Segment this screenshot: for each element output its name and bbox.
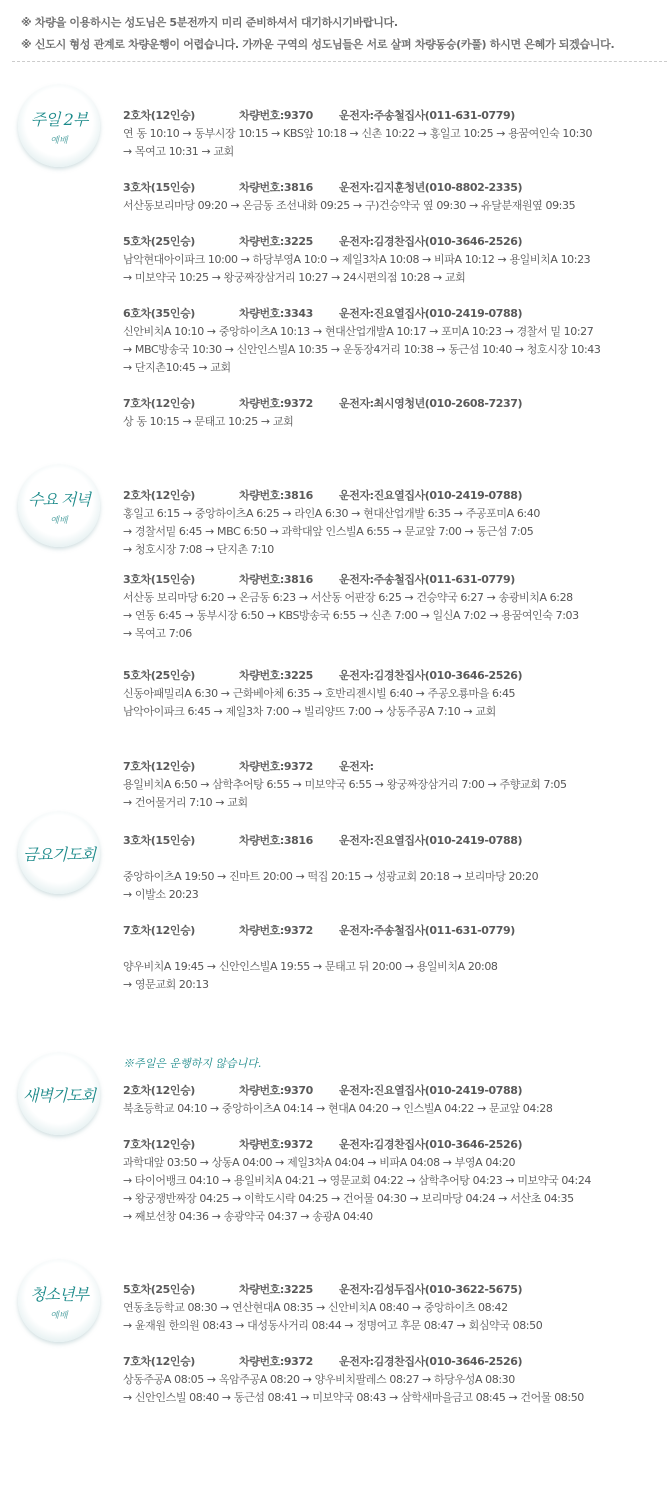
badge-title: 수요 저녁 bbox=[28, 489, 90, 509]
driver-info: 운전자:김경찬집사(010-3646-2526) bbox=[339, 1138, 523, 1151]
vehicle-header bbox=[123, 1136, 522, 1154]
vehicle-number: 3호차(15인승) bbox=[123, 834, 195, 847]
badge-wednesday-service bbox=[18, 465, 100, 547]
vehicle-header bbox=[123, 571, 515, 589]
driver-info: 운전자:진요열집사(010-2419-0788) bbox=[339, 834, 523, 847]
driver-info: 운전자:주송철집사(011-631-0779) bbox=[339, 924, 515, 937]
badge-subtitle: 예배 bbox=[50, 515, 68, 526]
plate-number: 차량번호:3816 bbox=[239, 834, 313, 847]
route-line: → 타이어뱅크 04:10 → 용일비치A 04:21 → 영문교회 04:22 → 삼학추어탕 04:23 → 미보약국 04:24 bbox=[123, 1174, 592, 1187]
route-line: 남악현대아이파크 10:00 → 하당부영A 10:0 → 제일3차A 10:08 → 비파A 10:12 → 용일비치A 10:23 bbox=[123, 253, 591, 266]
route-line: → 연동 6:45 → 동부시장 6:50 → KBS방송국 6:55 → 신촌 7:00 → 일신A 7:02 → 용꿈여인숙 7:03 bbox=[123, 609, 579, 622]
driver-info: 운전자:김경찬집사(010-3646-2526) bbox=[339, 1355, 523, 1368]
plate-number: 차량번호:3225 bbox=[239, 235, 313, 248]
route-line: → 이발소 20:23 bbox=[123, 888, 199, 901]
driver-info: 운전자:김경찬집사(010-3646-2526) bbox=[339, 235, 523, 248]
plate-number: 차량번호:3225 bbox=[239, 1283, 313, 1296]
plate-number: 차량번호:3225 bbox=[239, 669, 313, 682]
route-line: → 신안인스빌 08:40 → 동근섬 08:41 → 미보약국 08:43 → 삼학새마을금고 08:45 → 건어물 08:50 bbox=[123, 1391, 584, 1404]
sunday-no-service-note: ※주일은 운행하지 않습니다. bbox=[123, 1057, 262, 1070]
badge-dawn-prayer bbox=[18, 1053, 100, 1135]
vehicle-header bbox=[123, 1281, 522, 1299]
route-line: 서산동보리마당 09:20 → 온금동 조선내화 09:25 → 구)건승약국 옆 09:30 → 유달분재원옆 09:35 bbox=[123, 199, 576, 212]
route-line: 양우비치A 19:45 → 신안인스빌A 19:55 → 문태고 뒤 20:00 → 용일비치A 20:08 bbox=[123, 960, 498, 973]
driver-info: 운전자:주송철집사(011-631-0779) bbox=[339, 573, 515, 586]
vehicle-header bbox=[123, 179, 522, 197]
vehicle-header bbox=[123, 832, 522, 850]
badge-title: 새벽기도회 bbox=[22, 1085, 96, 1105]
driver-info: 운전자:주송철집사(011-631-0779) bbox=[339, 109, 515, 122]
route-line: → 경찰서밑 6:45 → MBC 6:50 → 과학대앞 인스빌A 6:55 → 문교앞 7:00 → 동근섬 7:05 bbox=[123, 525, 534, 538]
vehicle-number: 2호차(12인승) bbox=[123, 1084, 195, 1097]
plate-number: 차량번호:9370 bbox=[239, 109, 313, 122]
route-line: 상 동 10:15 → 문태고 10:25 → 교회 bbox=[123, 415, 294, 428]
driver-info: 운전자:김경찬집사(010-3646-2526) bbox=[339, 669, 523, 682]
route-line: → 째보선창 04:36 → 송광약국 04:37 → 송광A 04:40 bbox=[123, 1210, 373, 1223]
vehicle-number: 5호차(25인승) bbox=[123, 235, 195, 248]
vehicle-header bbox=[123, 487, 522, 505]
badge-subtitle: 예배 bbox=[50, 1310, 68, 1321]
plate-number: 차량번호:9372 bbox=[239, 760, 313, 773]
driver-info: 운전자:진요열집사(010-2419-0788) bbox=[339, 307, 523, 320]
driver-info: 운전자:진요열집사(010-2419-0788) bbox=[339, 1084, 523, 1097]
route-line: → 목여고 7:06 bbox=[123, 627, 192, 640]
vehicle-number: 2호차(12인승) bbox=[123, 109, 195, 122]
route-line: → 청호시장 7:08 → 단지촌 7:10 bbox=[123, 543, 274, 556]
plate-number: 차량번호:9370 bbox=[239, 1084, 313, 1097]
route-line: → 영문교회 20:13 bbox=[123, 978, 209, 991]
driver-info: 운전자:최시영청년(010-2608-7237) bbox=[339, 397, 523, 410]
plate-number: 차량번호:9372 bbox=[239, 924, 313, 937]
vehicle-number: 3호차(15인승) bbox=[123, 181, 195, 194]
badge-title: 금요기도회 bbox=[22, 844, 96, 864]
vehicle-number: 5호차(25인승) bbox=[123, 669, 195, 682]
plate-number: 차량번호:3343 bbox=[239, 307, 313, 320]
route-line: 남악아이파크 6:45 → 제일3차 7:00 → 빌리양뜨 7:00 → 상동주공A 7:10 → 교회 bbox=[123, 705, 496, 718]
route-line: → 왕궁쟁반짜장 04:25 → 이학도시락 04:25 → 건어물 04:30 → 보리마당 04:24 → 서산초 04:35 bbox=[123, 1192, 574, 1205]
badge-title: 주일 2부 bbox=[30, 109, 88, 129]
route-line: 상동주공A 08:05 → 옥암주공A 08:20 → 양우비치팔레스 08:27 → 하당우성A 08:30 bbox=[123, 1373, 515, 1386]
badge-sunday-service bbox=[18, 85, 100, 167]
vehicle-number: 5호차(25인승) bbox=[123, 1283, 195, 1296]
plate-number: 차량번호:3816 bbox=[239, 181, 313, 194]
route-line: → 미보약국 10:25 → 왕궁짜장삼거리 10:27 → 24시편의점 10:28 → 교회 bbox=[123, 271, 466, 284]
badge-youth-service bbox=[18, 1260, 100, 1342]
vehicle-number: 7호차(12인승) bbox=[123, 924, 195, 937]
route-line: 신동아패밀리A 6:30 → 근화베아체 6:35 → 호반리젠시빌 6:40 → 주공오룡마을 6:45 bbox=[123, 687, 516, 700]
plate-number: 차량번호:9372 bbox=[239, 397, 313, 410]
vehicle-header bbox=[123, 758, 374, 776]
notice-carpool: ※ 신도시 형성 관계로 차량운행이 어렵습니다. 가까운 구역의 성도님들은 서로 살펴 차량동승(카풀) 하시면 은혜가 되겠습니다. bbox=[21, 38, 615, 51]
route-line: 중앙하이츠A 19:50 → 진마트 20:00 → 떡집 20:15 → 성광교회 20:18 → 보리마당 20:20 bbox=[123, 870, 539, 883]
route-line: → 윤재원 한의원 08:43 → 대성동사거리 08:44 → 정명여고 후문 08:47 → 회심약국 08:50 bbox=[123, 1319, 543, 1332]
vehicle-header bbox=[123, 1353, 522, 1371]
route-line: → 단지촌10:45 → 교회 bbox=[123, 361, 231, 374]
badge-subtitle: 예배 bbox=[50, 135, 68, 146]
vehicle-number: 7호차(12인승) bbox=[123, 1355, 195, 1368]
plate-number: 차량번호:9372 bbox=[239, 1355, 313, 1368]
driver-info: 운전자: bbox=[339, 760, 374, 773]
route-line: → 목여고 10:31 → 교회 bbox=[123, 145, 234, 158]
vehicle-number: 3호차(15인승) bbox=[123, 573, 195, 586]
vehicle-header bbox=[123, 667, 522, 685]
route-line: 과학대앞 03:50 → 상동A 04:00 → 제일3차A 04:04 → 비파A 04:08 → 부영A 04:20 bbox=[123, 1156, 516, 1169]
route-line: 신안비치A 10:10 → 중앙하이츠A 10:13 → 현대산업개발A 10:17 → 포미A 10:23 → 경찰서 밑 10:27 bbox=[123, 325, 594, 338]
vehicle-header bbox=[123, 395, 522, 413]
vehicle-number: 7호차(12인승) bbox=[123, 397, 195, 410]
badge-title: 청소년부 bbox=[30, 1284, 88, 1304]
driver-info: 운전자:김성두집사(010-3622-5675) bbox=[339, 1283, 523, 1296]
plate-number: 차량번호:9372 bbox=[239, 1138, 313, 1151]
vehicle-number: 7호차(12인승) bbox=[123, 1138, 195, 1151]
vehicle-number: 7호차(12인승) bbox=[123, 760, 195, 773]
vehicle-header bbox=[123, 305, 522, 323]
plate-number: 차량번호:3816 bbox=[239, 489, 313, 502]
route-line: 서산동 보리마당 6:20 → 온금동 6:23 → 서산동 어판장 6:25 → 건승약국 6:27 → 송광비치A 6:28 bbox=[123, 591, 573, 604]
route-line: 연동초등학교 08:30 → 연산현대A 08:35 → 신안비치A 08:40 → 중앙하이츠 08:42 bbox=[123, 1301, 508, 1314]
driver-info: 운전자:진요열집사(010-2419-0788) bbox=[339, 489, 523, 502]
plate-number: 차량번호:3816 bbox=[239, 573, 313, 586]
vehicle-header bbox=[123, 1082, 522, 1100]
notice-arrival: ※ 차량을 이용하시는 성도님은 5분전까지 미리 준비하셔서 대기하시기바랍니다. bbox=[21, 16, 398, 29]
divider bbox=[12, 61, 667, 62]
route-line: 용일비치A 6:50 → 삼학추어탕 6:55 → 미보약국 6:55 → 왕궁짜장삼거리 7:00 → 주향교회 7:05 bbox=[123, 778, 567, 791]
vehicle-header bbox=[123, 233, 522, 251]
vehicle-header bbox=[123, 922, 515, 940]
vehicle-header bbox=[123, 107, 515, 125]
route-line: 홍일고 6:15 → 중앙하이츠A 6:25 → 라인A 6:30 → 현대산업개발 6:35 → 주공포미A 6:40 bbox=[123, 507, 540, 520]
badge-friday-prayer bbox=[18, 812, 100, 894]
route-line: 북초등학교 04:10 → 중앙하이츠A 04:14 → 현대A 04:20 → 인스빌A 04:22 → 문교앞 04:28 bbox=[123, 1102, 553, 1115]
route-line: → MBC방송국 10:30 → 신안인스빌A 10:35 → 운동장4거리 10:38 → 동근섬 10:40 → 청호시장 10:43 bbox=[123, 343, 601, 356]
route-line: → 건어물거리 7:10 → 교회 bbox=[123, 796, 248, 809]
driver-info: 운전자:김지훈청년(010-8802-2335) bbox=[339, 181, 523, 194]
vehicle-number: 6호차(35인승) bbox=[123, 307, 195, 320]
route-line: 연 동 10:10 → 동부시장 10:15 → KBS앞 10:18 → 신촌 10:22 → 홍일고 10:25 → 용꿈여인숙 10:30 bbox=[123, 127, 593, 140]
vehicle-number: 2호차(12인승) bbox=[123, 489, 195, 502]
